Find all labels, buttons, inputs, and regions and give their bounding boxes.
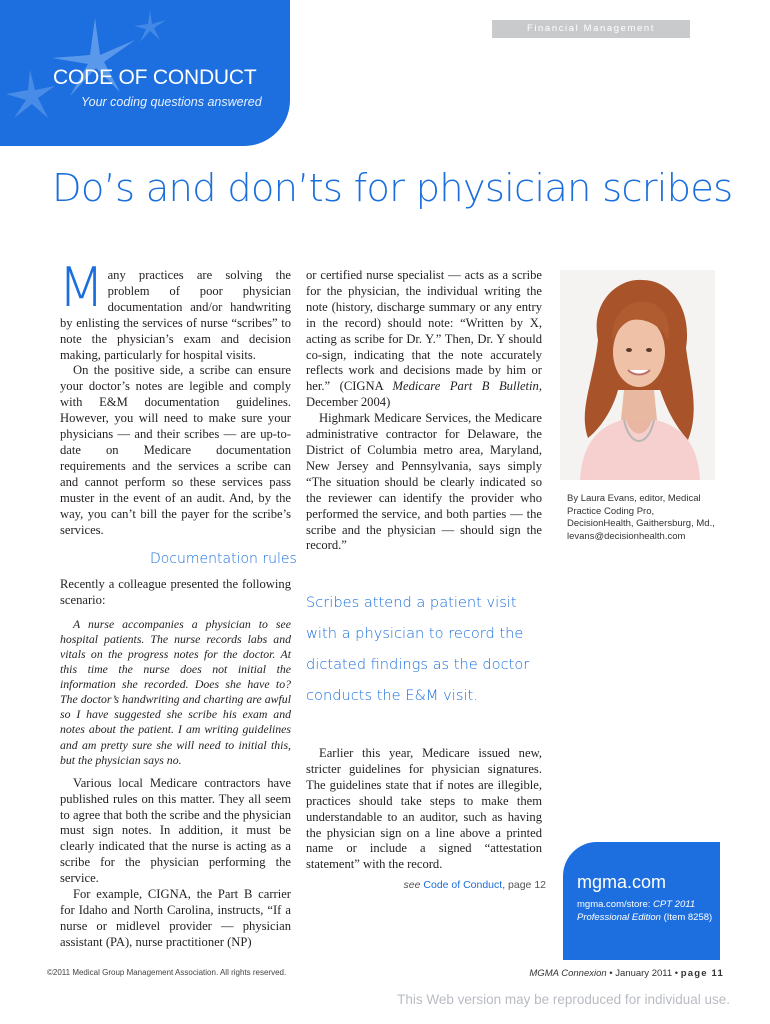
copyright-notice: ©2011 Medical Group Management Association. All rights reserved. <box>47 968 287 977</box>
article-column-1-lower <box>60 577 291 951</box>
column-title: CODE OF CONDUCT <box>53 66 257 89</box>
item-number: (Item 8258) <box>660 912 713 923</box>
paragraph: Various local Medicare contractors have published rules on this matter. They all seem to agree that both the scribe and the physician must sign notes. In addition, it must be clearly indicated that the nurse is acting as a scribe for the physician performing the service. <box>60 775 291 886</box>
column-subtitle: Your coding questions answered <box>81 95 262 109</box>
author-byline: By Laura Evans, editor, Medical Practice Coding Pro, DecisionHealth, Gaithersburg, Md., levans@decisionhealth.com <box>567 493 715 542</box>
article-column-1 <box>58 256 291 538</box>
section-tag-label: Financial Management <box>526 23 656 34</box>
publication-name: MGMA Connexion <box>529 968 607 979</box>
issue-date: • January 2011 • <box>606 968 681 979</box>
paragraph: Recently a colleague presented the following scenario: <box>60 577 291 607</box>
resource-box-text <box>577 898 717 924</box>
paragraph: On the positive side, a scribe can ensure your doctor’s notes are legible and comply with E&M documentation guidelines. However, you will need to make sure your physicians — and their scribes — are up-to-date on Medicare documentation requirements and the services a scribe can and cannot perform so these services pass muster in the event of an audit. And, by the way, you can’t bill the payer for the scribe’s services. <box>60 363 291 537</box>
page-number: page 11 <box>680 968 724 979</box>
paragraph-end: , December 2004) <box>306 379 542 410</box>
article-column-2-lower <box>306 746 542 873</box>
store-link[interactable]: mgma.com/store: <box>577 899 654 910</box>
paragraph: Earlier this year, Medicare issued new, stricter guidelines for physician signatures. The guidelines state that if notes are illegible, practices should take steps to make them understandable to an auditor, such as having the physician sign on a line above a printed name or include a signed “attestation statement” with the record. <box>306 746 542 872</box>
scenario-quote: A nurse accompanies a physician to see hospital patients. The nurse records labs and vitals on the progress notes for the doctor. At this time the nurse does not initial the information she recorded. Does she have to? The doctor’s handwriting and charting are awful so I have suggested she scribe his exam and notes about the patient. I am writing guidelines and am pretty sure she will need to initial this, but the physician says no. <box>60 616 291 767</box>
paragraph: For example, CIGNA, the Part B carrier for Idaho and North Carolina, instructs, “If a nurse or midlevel provider — physician assistant (PA), nurse practitioner (NP) <box>60 887 291 949</box>
continued-reference <box>306 879 546 891</box>
paragraph: any practices are solving the problem of poor physician documentation and/or handwriting by enlisting the services of nurse “scribes” to note the physician’s exam and decision making, particularly for hospital visits. <box>60 268 291 362</box>
section-tag <box>492 20 690 38</box>
continued-link[interactable]: Code of Conduct <box>423 879 503 891</box>
publication-title: Medicare Part B Bulletin <box>392 379 539 394</box>
pull-quote: Scribes attend a patient visit with a physician to record the dictated findings as the doctor conducts the E&M visit. <box>306 594 530 704</box>
drop-cap: M <box>58 256 105 319</box>
author-photo <box>560 270 715 480</box>
continued-page: , page 12 <box>502 879 546 891</box>
see-label: see <box>403 879 421 891</box>
page-footer <box>508 968 724 979</box>
web-version-note: This Web version may be reproduced for individual use. <box>397 992 730 1007</box>
resource-box-title[interactable]: mgma.com <box>577 872 667 892</box>
paragraph: or certified nurse specialist — acts as a scribe for the physician, the individual writing the note (history, discharge summary or any entry in the record) should note: “Written by X, acting as scribe for Dr. Y.” Then, Dr. Y should co-sign, indicating that the note accurately reflects work and decisions made by him or her.” (CIGNA <box>306 268 542 394</box>
paragraph: Highmark Medicare Services, the Medicare administrative contractor for Delaware, the District of Columbia metro area, Maryland, New Jersey and Pennsylvania, says simply “The situation should be clearly indicated so the reviewer can identify the provider who performed the service, and both parties — the scribe and the physician — should sign the record.” <box>306 411 542 553</box>
article-column-2 <box>306 268 542 554</box>
product-title: CPT 2011 Professional Edition <box>577 899 696 923</box>
section-heading: Documentation rules <box>150 551 297 567</box>
article-headline: Do’s and don’ts for physician scribes <box>52 166 733 211</box>
